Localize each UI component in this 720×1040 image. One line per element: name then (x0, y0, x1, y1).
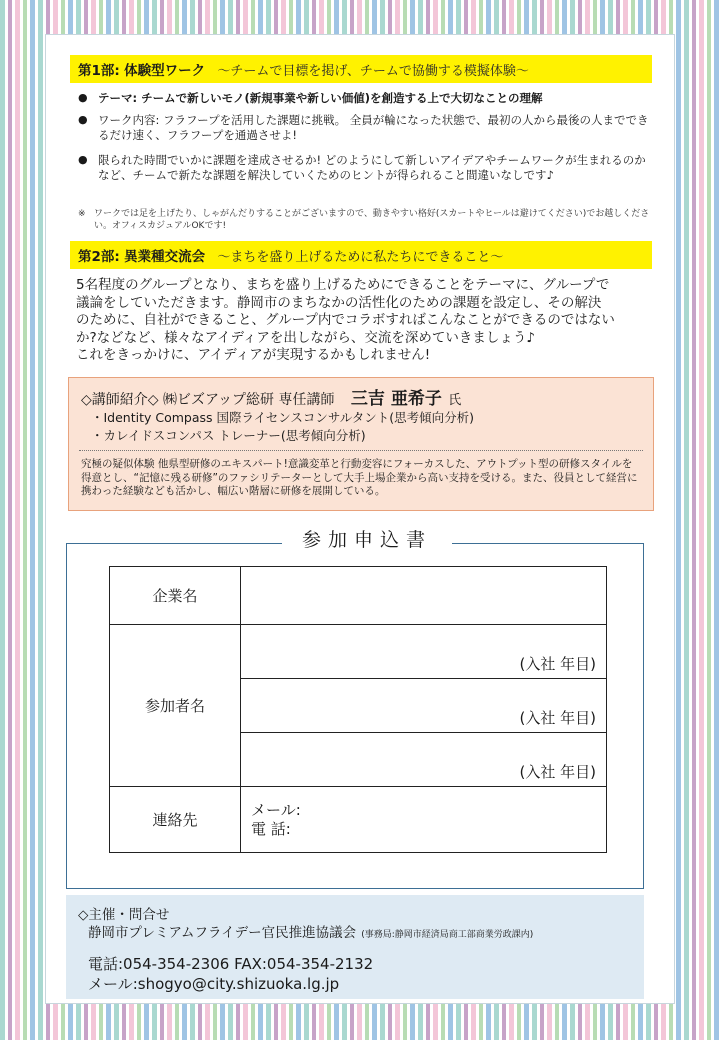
organizer-phone-fax: 電話:054-354-2306 FAX:054-354-2132 (88, 955, 374, 973)
bullet-icon: ● (78, 113, 88, 126)
contact-field[interactable] (241, 787, 607, 853)
organizer-box (66, 895, 644, 999)
organizer-email[interactable]: メール:shogyo@city.shizuoka.lg.jp (88, 975, 340, 993)
participant-label: 参加者名 (110, 625, 241, 787)
flyer-sheet (45, 34, 675, 1004)
dotted-divider (79, 450, 643, 451)
instructor-credential-1: ・Identity Compass 国際ライセンスコンサルタント(思考傾向分析) (91, 410, 475, 425)
participant-field-2[interactable]: (入社 年目) (241, 679, 607, 733)
part1-goal-item (78, 153, 652, 182)
instructor-box (68, 377, 654, 511)
participant-field-3[interactable]: (入社 年目) (241, 733, 607, 787)
part2-body (76, 277, 656, 365)
theme-label: テーマ: (98, 91, 138, 105)
part1-label: 第1部: (78, 63, 120, 79)
part2-subtitle: ～まちを盛り上げるために私たちにできること～ (217, 250, 504, 265)
instructor-name: 三吉 亜希子 (350, 389, 442, 409)
part2-body-line: これをきっかけに、アイディアが実現するかもしれません! (76, 347, 431, 363)
part1-theme-item (78, 91, 652, 106)
note-text: ワークでは足を上げたり、しゃがんだりすることがございますので、動きやすい格好(スカートやヒールは避けてください)でお越しください。オフィスカジュアルOKです! (94, 209, 650, 231)
phone-label: 電 話: (251, 819, 291, 838)
part1-heading (70, 55, 652, 83)
goal-text: 限られた時間でいかに課題を達成させるか! どのようにして新しいアイデアやチームワークが生まれるのかなど、チームで新たな課題を解決していくためのヒントが得られること間違いなしです♪ (98, 153, 646, 182)
part2-body-line: のために、自社ができること、グループ内でコラボすればこんなことができるのではない (76, 312, 615, 328)
organizer-secretariat: (事務局:静岡市経済局商工部商業労政課内) (361, 930, 534, 940)
contact-label: 連絡先 (110, 787, 241, 853)
application-table (109, 566, 607, 853)
instructor-credential-2: ・カレイドスコンパス トレーナー(思考傾向分析) (91, 428, 366, 443)
part2-title: 異業種交流会 (124, 249, 206, 265)
part2-body-line: か?などなど、様々なアイディアを出しながら、交流を深めていきましょう♪ (76, 329, 535, 346)
bullet-icon: ● (78, 153, 88, 166)
part2-heading (70, 241, 652, 269)
theme-text: チームで新しいモノ(新規事業や新しい価値)を創造する上で大切なことの理解 (141, 91, 543, 105)
organizer-heading: ◇主催・問合せ (78, 907, 170, 923)
company-label: 企業名 (110, 567, 241, 625)
mail-label: メール: (251, 800, 301, 819)
part1-work-item (78, 113, 652, 142)
part1-title: 体験型ワーク (124, 63, 206, 79)
note-mark: ※ (78, 209, 86, 219)
part2-body-line: 議論をしていただきます。静岡市のまちなかの活性化のための課題を設定し、その解決 (76, 294, 602, 311)
instructor-honorific: 氏 (448, 393, 462, 408)
part2-body-line: 5名程度のグループとなり、まちを盛り上げるためにできることをテーマに、グループで (76, 277, 610, 293)
participant-field-1[interactable]: (入社 年目) (241, 625, 607, 679)
bullet-icon: ● (78, 91, 88, 104)
part1-note (78, 209, 652, 232)
instructor-heading: ◇講師紹介◇ ㈱ビズアップ総研 専任講師 (81, 392, 335, 408)
part2-label: 第2部: (78, 249, 120, 265)
instructor-description: 究極の疑似体験 他県型研修のエキスパート!意識変革と行動変容にフォーカスした、アウトプット型の研修スタイルを得意とし、“記憶に残る研修”のファシリテーターとして大手上場企業から高い支持を受ける。また、役員として経営に携わった経験なども活かし、幅広い階層に研修を展開している。 (81, 458, 638, 497)
work-content-text: ワーク内容: フラフープを活用した課題に挑戦。 全員が輪になった状態で、最初の人から最後の人までできるだけ速く、フラフープを通過させよ! (98, 113, 649, 142)
organizer-name-line (88, 921, 533, 941)
part1-subtitle: ～チームで目標を掲げ、チームで協働する模擬体験～ (217, 64, 529, 79)
organizer-name: 静岡市プレミアムフライデー官民推進協議会 (88, 925, 357, 941)
form-title: 参加申込書 (282, 525, 452, 555)
company-field[interactable] (241, 567, 607, 625)
